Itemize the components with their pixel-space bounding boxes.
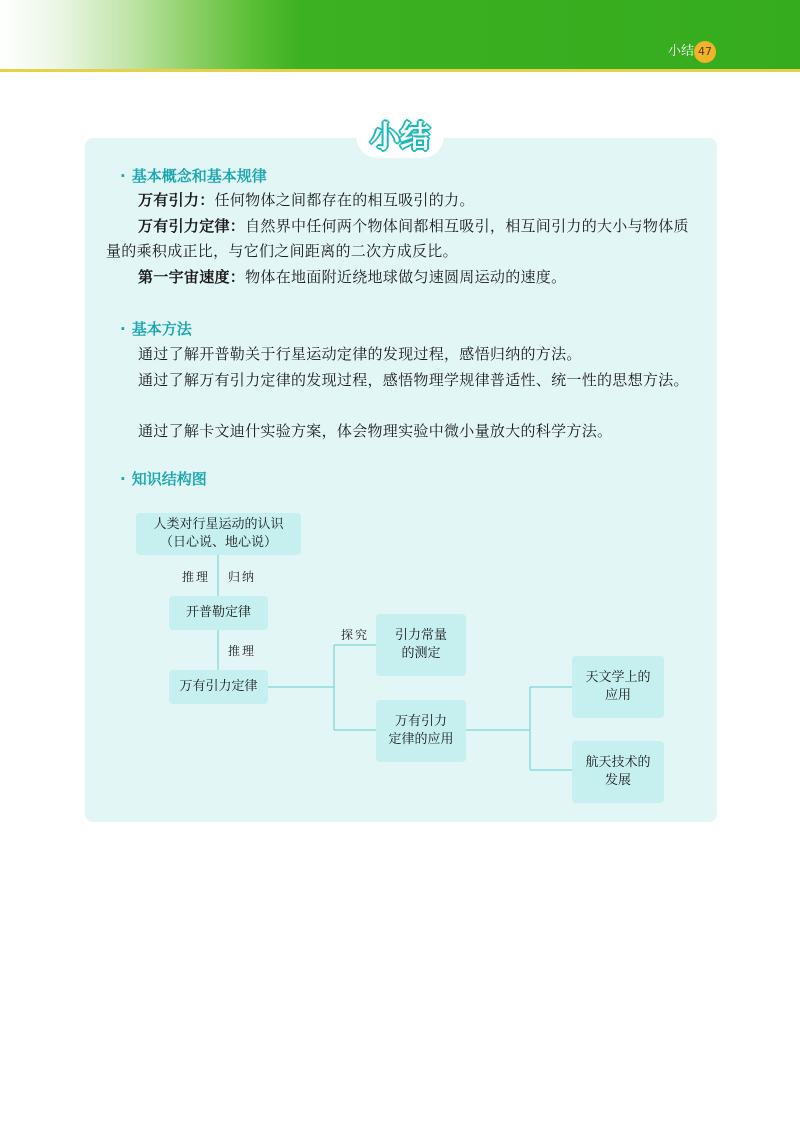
header-section-label: 小结 [668,44,695,59]
bullet-dot-icon: · [120,167,126,185]
methods-item-cavendish: 通过了解卡文迪什实验方案，体会物理实验中微小量放大的科学方法。 [138,422,613,440]
node-law-application: 万有引力 定律的应用 [376,700,466,762]
methods-item-kepler: 通过了解开普勒关于行星运动定律的发现过程，感悟归纳的方法。 [138,345,582,363]
bullet-dot-icon: · [120,470,126,488]
edge-label-induction: 归纳 [228,570,257,584]
basics-item-cosmic-velocity: 第一宇宙速度：物体在地面附近绕地球做匀速圆周运动的速度。 [138,268,567,286]
node-planet-awareness: 人类对行星运动的认识 （日心说、地心说） [136,513,301,555]
basics-item-law: 万有引力定律：自然界中任何两个物体间都相互吸引，相互间引力的大小与物体质量的乘积成正比，与它们之间距离的二次方成反比。 [106,217,689,260]
node-kepler-laws: 开普勒定律 [169,596,268,630]
methods-heading: · 基本方法 [120,320,192,338]
edge-label-explore: 探究 [341,628,370,642]
edge-label-reasoning-1: 推理 [182,570,211,584]
node-gravitational-constant: 引力常量 的测定 [376,614,466,676]
page-number-badge: 47 [694,41,716,63]
structure-heading: · 知识结构图 [120,470,207,488]
node-universal-gravitation: 万有引力定律 [169,670,268,704]
node-astronomy-application: 天文学上的 应用 [572,656,664,718]
methods-item-gravitation: 通过了解万有引力定律的发现过程，感悟物理学规律普适性、统一性的思想方法。 [138,371,689,389]
basics-item-gravitation: 万有引力：任何物体之间都存在的相互吸引的力。 [138,191,475,209]
node-space-technology: 航天技术的 发展 [572,741,664,803]
basics-heading: · 基本概念和基本规律 [120,167,267,185]
page-title: 小结 [370,120,430,155]
edge-label-reasoning-2: 推理 [228,644,257,658]
bullet-dot-icon: · [120,320,126,338]
